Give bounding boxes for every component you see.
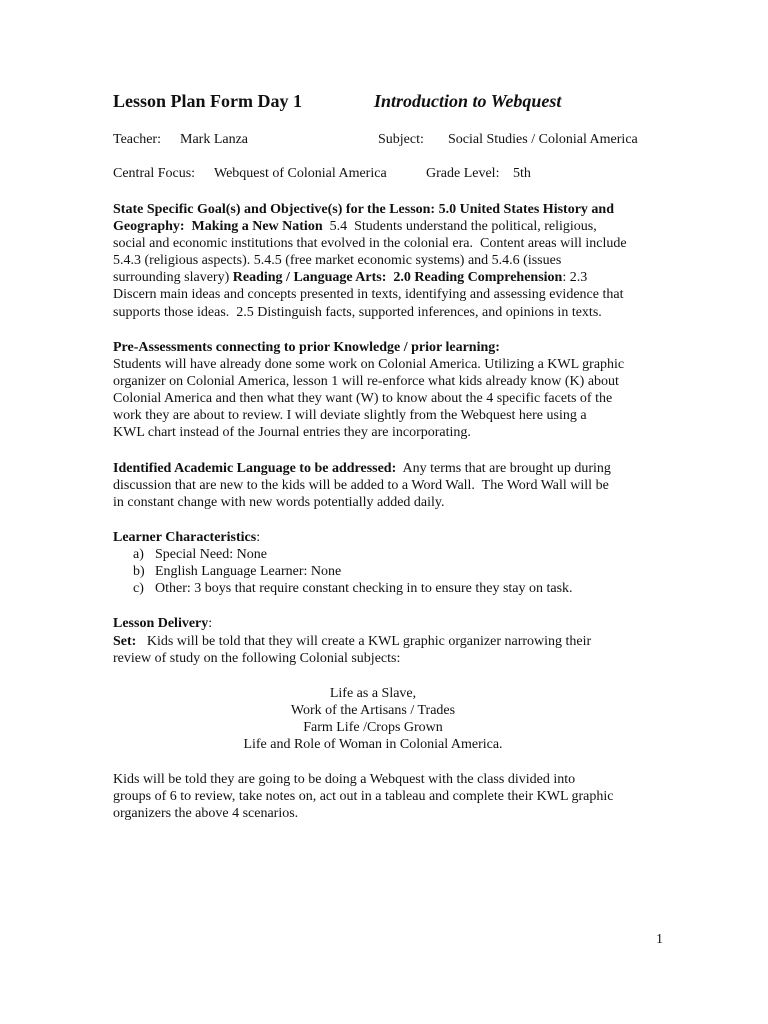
learner-characteristics-heading: Learner Characteristics: [113,530,261,545]
closing-paragraph: Kids will be told they are going to be doing a Webquest with the class divided into groups of 6 to review, take notes on, act out in a tableau and complete their KWL graphic organizers the above 4 scenarios. [113,772,614,822]
learner-item-a: a) Special Need: None [133,547,267,562]
subject-item: Life and Role of Woman in Colonial America. [243,737,503,752]
pre-assessments-section [113,339,673,442]
pre-assessments-body [113,356,673,441]
page-number: 1 [656,932,663,947]
title-left: Lesson Plan Form Day 1 [113,91,302,111]
teacher-value: Mark Lanza [180,132,249,147]
goals-line: social and economic institutions that evolved in the colonial era. Content areas will include [113,236,627,252]
set-label: Set: [113,634,137,649]
subject-item: Life as a Slave, [329,686,417,701]
grade-level-label: Grade Level: [426,166,500,181]
pre-assessments-heading: Pre-Assessments connecting to prior Knowledge / prior learning: [113,340,500,355]
pre-assessments-line: organizer on Colonial America, lesson 1 will re-enforce what kids already know (K) about [113,374,619,390]
teacher-subject-row [113,132,638,148]
teacher-label: Teacher: [113,132,161,147]
academic-language-line: Identified Academic Language to be addressed: Any terms that are brought up during [113,461,611,476]
academic-language-paragraph [113,460,673,511]
goals-line: State Specific Goal(s) and Objective(s) for the Lesson: 5.0 United States History and [113,202,614,217]
pre-assessments-line: work they are about to review. I will deviate slightly from the Webquest here using a [113,408,587,424]
goals-line: supports those ideas. 2.5 Distinguish facts, supported inferences, and opinions in texts. [113,304,602,320]
subject-label: Subject: [378,132,424,147]
academic-language-line: in constant change with new words potentially added daily. [113,495,445,511]
central-focus-value: Webquest of Colonial America [214,166,387,181]
focus-grade-row [113,166,531,182]
learner-item-c: c) Other: 3 boys that require constant checking in to ensure they stay on task. [133,581,573,596]
goals-line: 5.4.3 (religious aspects). 5.4.5 (free market economic systems) and 5.4.6 (issues [113,253,562,269]
pre-assessments-line: KWL chart instead of the Journal entries they are incorporating. [113,425,471,441]
goals-objectives-paragraph [113,201,673,321]
title-right: Introduction to Webquest [374,91,562,111]
goals-line: surrounding slavery) Reading / Language Arts: 2.0 Reading Comprehension: 2.3 [113,270,588,286]
lesson-delivery-set: Set: Kids will be told that they will create a KWL graphic organizer narrowing their review of study on the following Colonial subjects: [113,634,592,667]
goals-line: Geography: Making a New Nation 5.4 Students understand the political, religious, [113,219,597,235]
document-title [113,91,562,112]
subject-item: Farm Life /Crops Grown [303,720,443,735]
pre-assessments-line: Colonial America and then what they want (W) to know about the 4 specific facets of the [113,391,613,407]
goals-line: Discern main ideas and concepts presented in texts, identifying and assessing evidence that [113,287,624,303]
lesson-delivery-heading: Lesson Delivery: [113,616,213,631]
academic-language-line: discussion that are new to the kids will be added to a Word Wall. The Word Wall will be [113,478,609,494]
subject-value: Social Studies / Colonial America [448,132,638,147]
grade-level-value: 5th [513,166,531,181]
subject-item: Work of the Artisans / Trades [290,703,456,718]
central-focus-label: Central Focus: [113,166,196,181]
pre-assessments-line: Students will have already done some work on Colonial America. Utilizing a KWL graphic [113,357,625,373]
learner-item-b: b) English Language Learner: None [133,564,342,579]
